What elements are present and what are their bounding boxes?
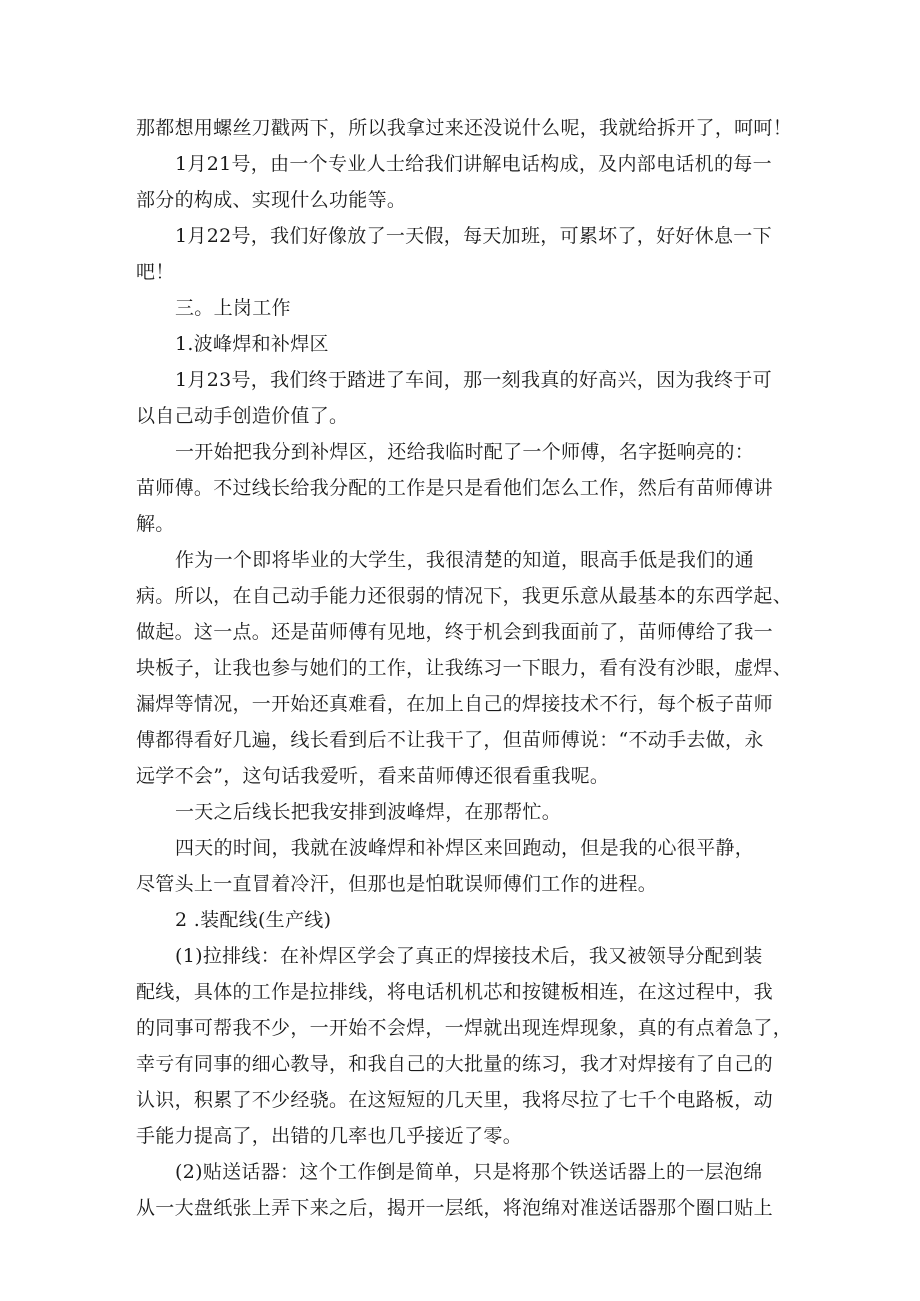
paragraph bbox=[136, 290, 792, 326]
text-line: 一开始把我分到补焊区，还给我临时配了一个师傅，名字挺响亮的： bbox=[175, 441, 755, 463]
paragraph bbox=[136, 542, 792, 794]
text-line: 那都想用螺丝刀戳两下，所以我拿过来还没说什么呢，我就给拆开了，呵呵！ bbox=[136, 117, 793, 139]
paragraph bbox=[136, 902, 792, 938]
text-line: 漏焊等情况，一开始还真难看，在加上自己的焊接技术不行，每个板子苗师 bbox=[136, 693, 773, 715]
text-line: (2)贴送话器：这个工作倒是简单，只是将那个铁送话器上的一层泡绵 bbox=[175, 1161, 763, 1183]
text-line: 幸亏有同事的细心教导，和我自己的大批量的练习，我才对焊接有了自己的 bbox=[136, 1053, 773, 1075]
text-line: 一天之后线长把我安排到波峰焊，在那帮忙。 bbox=[175, 801, 562, 823]
paragraph bbox=[136, 218, 792, 290]
paragraph bbox=[136, 110, 792, 146]
paragraph bbox=[136, 1154, 792, 1226]
text-line: 做起。这一点。还是苗师傅有见地，终于机会到我面前了，苗师傅给了我一 bbox=[136, 621, 773, 643]
text-line: 的同事可帮我不少，一开始不会焊，一焊就出现连焊现象，真的有点着急了， bbox=[136, 1017, 793, 1039]
text-line: 三。上岗工作 bbox=[175, 297, 291, 319]
text-line: 远学不会”，这句话我爱听，看来苗师傅还很看重我呢。 bbox=[136, 765, 610, 787]
text-line: 以自己动手创造价值了。 bbox=[136, 405, 349, 427]
paragraph bbox=[136, 938, 792, 1154]
text-line: 作为一个即将毕业的大学生，我很清楚的知道，眼高手低是我们的通 bbox=[175, 549, 755, 571]
text-line: 块板子，让我也参与她们的工作，让我练习一下眼力，看有没有沙眼，虚焊、 bbox=[136, 657, 793, 679]
text-line: 1月21号，由一个专业人士给我们讲解电话构成，及内部电话机的每一 bbox=[175, 153, 772, 175]
text-line: 部分的构成、实现什么功能等。 bbox=[136, 189, 407, 211]
document-body bbox=[136, 110, 792, 1226]
paragraph bbox=[136, 794, 792, 830]
paragraph bbox=[136, 146, 792, 218]
text-line: 吧！ bbox=[136, 261, 175, 283]
text-line: 傅都得看好几遍，线长看到后不让我干了，但苗师傅说：“不动手去做，永 bbox=[136, 729, 764, 751]
paragraph bbox=[136, 326, 792, 362]
text-line: 苗师傅。不过线长给我分配的工作是只是看他们怎么工作，然后有苗师傅讲 bbox=[136, 477, 773, 499]
text-line: 1月23号，我们终于踏进了车间，那一刻我真的好高兴，因为我终于可 bbox=[175, 369, 772, 391]
text-line: 配线，具体的工作是拉排线，将电话机机芯和按键板相连，在这过程中，我 bbox=[136, 981, 773, 1003]
text-line: 认识，积累了不少经骁。在这短短的几天里，我将尽拉了七千个电路板，动 bbox=[136, 1089, 773, 1111]
text-line: 尽管头上一直冒着冷汗，但那也是怕耽误师傅们工作的进程。 bbox=[136, 873, 658, 895]
text-line: 2 .装配线(生产线) bbox=[175, 909, 332, 931]
text-line: 从一大盘纸张上弄下来之后，揭开一层纸，将泡绵对准送话器那个圈口贴上 bbox=[136, 1197, 773, 1219]
paragraph bbox=[136, 434, 792, 542]
text-line: 四天的时间，我就在波峰焊和补焊区来回跑动，但是我的心很平静， bbox=[175, 837, 755, 859]
paragraph bbox=[136, 362, 792, 434]
paragraph bbox=[136, 830, 792, 902]
text-line: 1.波峰焊和补焊区 bbox=[175, 333, 329, 355]
text-line: (1)拉排线：在补焊区学会了真正的焊接技术后，我又被领导分配到装 bbox=[175, 945, 763, 967]
text-line: 解。 bbox=[136, 513, 175, 535]
text-line: 手能力提高了，出错的几率也几乎接近了零。 bbox=[136, 1125, 523, 1147]
text-line: 1月22号，我们好像放了一天假，每天加班，可累坏了，好好休息一下 bbox=[175, 225, 772, 247]
text-line: 病。所以，在自己动手能力还很弱的情况下，我更乐意从最基本的东西学起、 bbox=[136, 585, 793, 607]
